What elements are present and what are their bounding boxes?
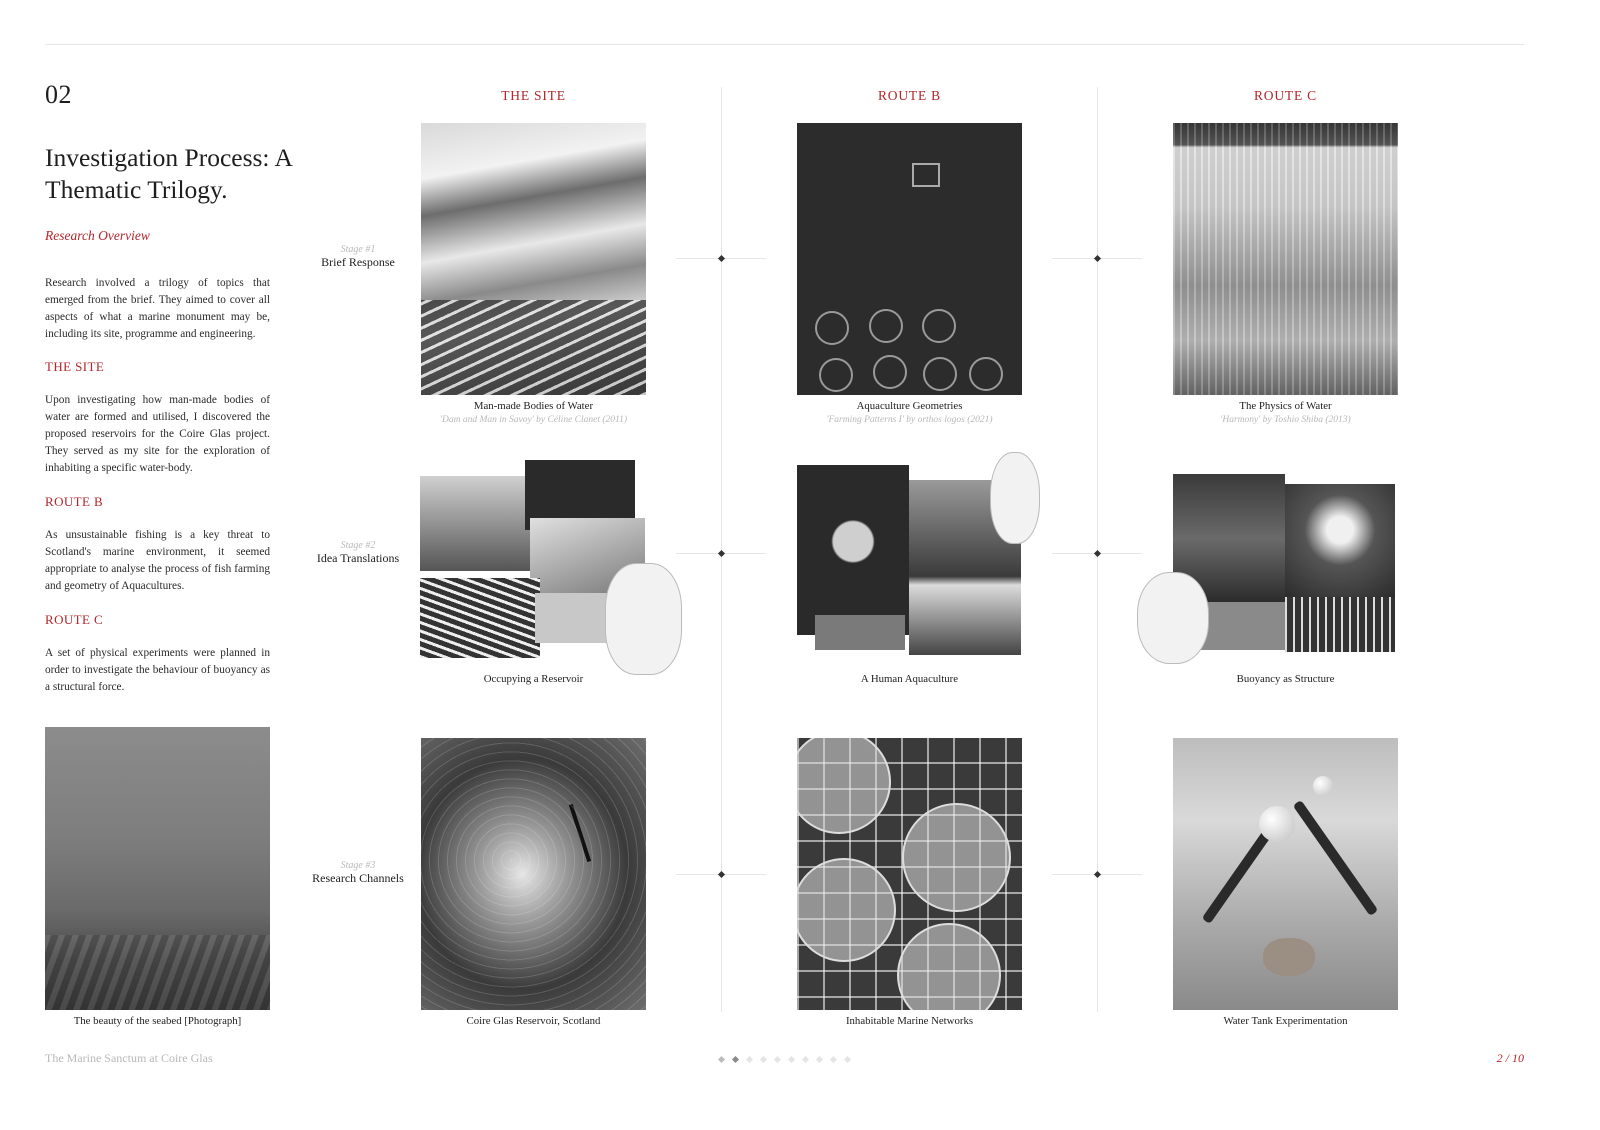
- stage-3-title: Research Channels: [312, 871, 404, 885]
- stage-3-label: [303, 860, 413, 886]
- page-dot[interactable]: [760, 1056, 767, 1063]
- intro-text: Research involved a trilogy of topics that emerged from the brief. They aimed to cover all aspects of what a marine monument may be, including its site, programme and engineering.: [45, 277, 270, 340]
- connector-node: [718, 550, 725, 557]
- image-caption: Aquaculture Geometries: [856, 400, 963, 412]
- marine-network-image: [797, 738, 1022, 1010]
- page-number: 02: [45, 80, 72, 109]
- seabed-photo: [45, 727, 270, 1010]
- aquaculture-photo: [797, 123, 1022, 395]
- subtitle: Research Overview: [45, 228, 150, 243]
- page-dot-current[interactable]: [732, 1056, 739, 1063]
- top-rule: [45, 44, 1524, 45]
- image-caption: Occupying a Reservoir: [483, 673, 584, 685]
- page-dot[interactable]: [746, 1056, 753, 1063]
- column-header-route-c: ROUTE C: [1254, 88, 1317, 103]
- human-aquaculture-collage: [775, 450, 1045, 670]
- page-title: Investigation Process: A Thematic Trilogy.: [45, 143, 292, 204]
- dam-photo: [421, 123, 646, 395]
- page-dot[interactable]: [844, 1056, 851, 1063]
- section-text-route-b: As unsustainable fishing is a key threat to Scotland's marine environment, it seemed appropriate to analyse the process of fish farming and geometry of Aquacultures.: [45, 529, 270, 592]
- buoyancy-collage: [1135, 462, 1405, 682]
- stage-2-number: Stage #2: [340, 540, 376, 551]
- section-text-route-c: A set of physical experiments were planned in order to investigate the behaviour of buoyancy as a structural force.: [45, 647, 270, 693]
- waterfall-photo: [1173, 123, 1398, 395]
- column-header-route-b: ROUTE B: [878, 88, 941, 103]
- image-caption: Water Tank Experimentation: [1223, 1015, 1348, 1027]
- section-heading-route-c: ROUTE C: [45, 612, 104, 627]
- water-tank-photo: [1173, 738, 1398, 1010]
- image-caption: A Human Aquaculture: [860, 673, 959, 685]
- section-heading-site: THE SITE: [45, 359, 105, 374]
- image-credit: 'Farming Patterns I' by orthos logos (2021): [826, 415, 993, 425]
- image-credit: 'Dam and Man in Savoy' by Céline Clanet (2011): [440, 415, 627, 425]
- column-header-site: THE SITE: [501, 88, 566, 103]
- image-caption: Buoyancy as Structure: [1236, 673, 1335, 685]
- page-dot[interactable]: [788, 1056, 795, 1063]
- stage-3-number: Stage #3: [340, 860, 376, 871]
- page-dot[interactable]: [830, 1056, 837, 1063]
- stage-1-number: Stage #1: [340, 244, 376, 255]
- seabed-caption: The beauty of the seabed [Photograph]: [73, 1015, 242, 1027]
- section-text-site: Upon investigating how man-made bodies of water are formed and utilised, I discovered the proposed reservoirs for the Coire Glas project. They served as my site for the exploration of inhabiting a specific water-body.: [45, 394, 270, 474]
- section-heading-route-b: ROUTE B: [45, 494, 104, 509]
- connector-node: [1094, 550, 1101, 557]
- connector-node: [1094, 871, 1101, 878]
- stage-2-title: Idea Translations: [316, 551, 400, 565]
- stage-1-title: Brief Response: [321, 255, 395, 269]
- footer-project-title: The Marine Sanctum at Coire Glas: [45, 1051, 213, 1065]
- page-dot[interactable]: [774, 1056, 781, 1063]
- stage-2-label: [303, 540, 413, 566]
- image-caption: Inhabitable Marine Networks: [845, 1015, 974, 1027]
- page-dot[interactable]: [816, 1056, 823, 1063]
- connector-node: [1094, 255, 1101, 262]
- connector-node: [718, 255, 725, 262]
- reservoir-collage: [415, 458, 685, 678]
- reservoir-map-image: [421, 738, 646, 1010]
- stage-1-label: [303, 244, 413, 270]
- image-caption: Man-made Bodies of Water: [473, 400, 594, 412]
- connector-node: [718, 871, 725, 878]
- footer-page-indicator: 2 / 10: [1496, 1051, 1524, 1065]
- image-caption: Coire Glas Reservoir, Scotland: [466, 1015, 601, 1027]
- page-dot[interactable]: [802, 1056, 809, 1063]
- image-caption: The Physics of Water: [1239, 400, 1332, 412]
- image-credit: 'Harmony' by Toshio Shiba (2013): [1220, 415, 1351, 425]
- page-dot[interactable]: [718, 1056, 725, 1063]
